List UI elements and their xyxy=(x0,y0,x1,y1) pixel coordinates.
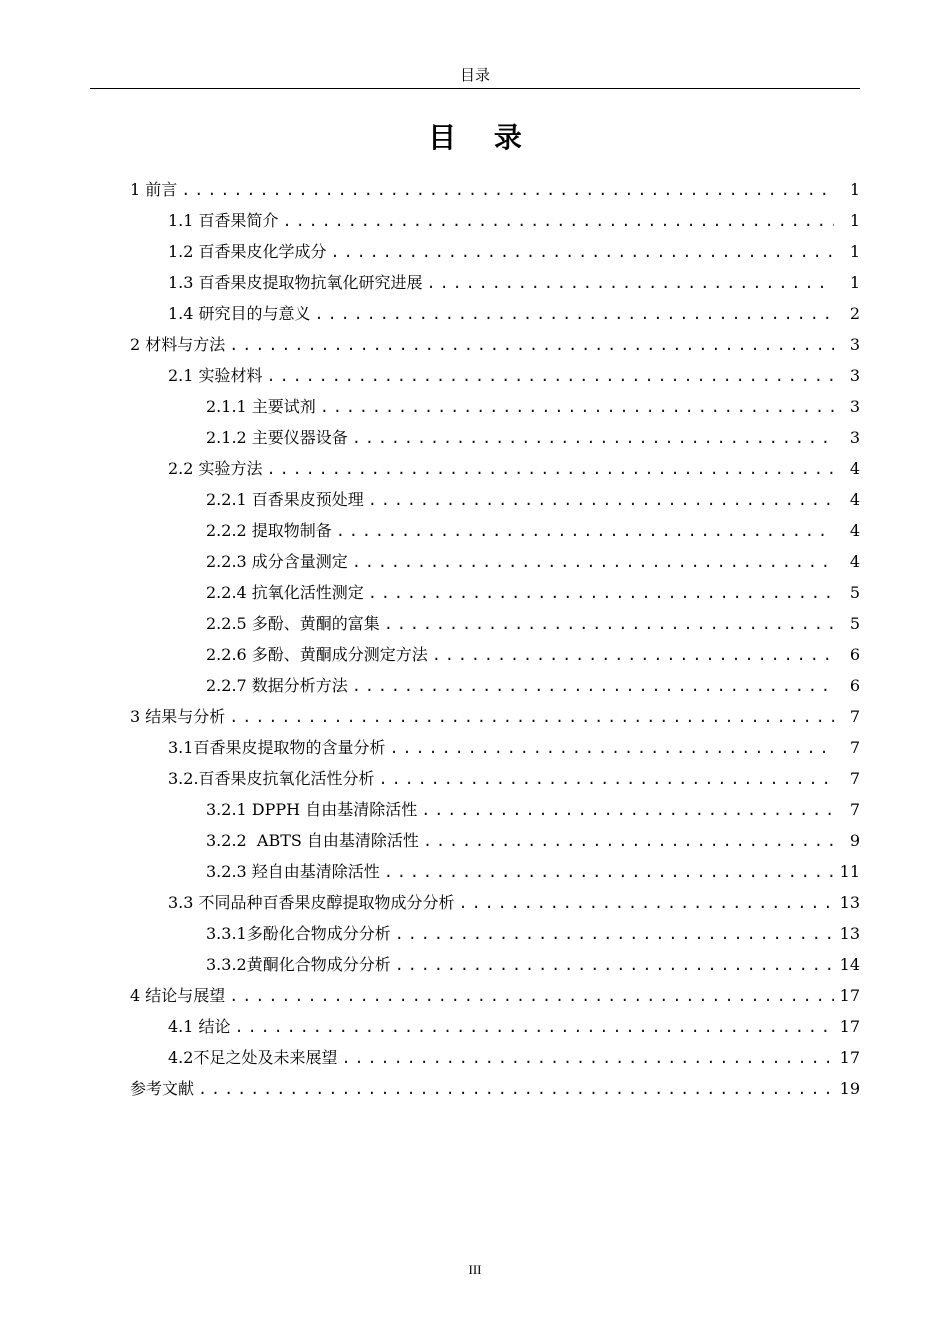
running-header-title: 目录 xyxy=(459,66,490,84)
toc-entry[interactable] xyxy=(168,205,860,236)
toc-entry-title: ABTS 自由基清除活性 xyxy=(256,831,419,850)
toc-entry-page: 3 xyxy=(849,397,860,416)
toc-entry[interactable] xyxy=(206,608,860,639)
toc-dot-leader xyxy=(379,764,834,795)
toc-entry-page: 11 xyxy=(839,862,860,881)
toc-entry-title: 多酚化合物成分分析 xyxy=(246,924,391,943)
toc-entry-number: 2.2.1 xyxy=(206,490,252,509)
toc-entry-number: 2.1.1 xyxy=(206,397,252,416)
toc-title: 目 录 xyxy=(428,121,536,154)
toc-entry[interactable] xyxy=(206,577,860,608)
toc-dot-leader xyxy=(341,1043,833,1074)
toc-dot-leader xyxy=(423,826,834,857)
page-number: III xyxy=(468,1262,482,1277)
toc-entry-title: 百香果简介 xyxy=(198,211,279,230)
toc-entry-page: 17 xyxy=(839,1048,860,1067)
toc-entry[interactable] xyxy=(206,391,860,422)
toc-entry-number: 2.2.3 xyxy=(206,552,252,571)
toc-entry-page: 2 xyxy=(849,304,860,323)
toc-entry[interactable] xyxy=(130,174,860,205)
toc-dot-leader xyxy=(320,392,834,423)
toc-dot-leader xyxy=(229,981,833,1012)
toc-entry-number: 3.3 xyxy=(168,893,199,912)
toc-entry-title: DPPH 自由基清除活性 xyxy=(251,800,418,819)
toc-entry-number: 3.2.1 xyxy=(206,800,252,819)
toc-dot-leader xyxy=(331,237,834,268)
toc-entry-title: 成分含量测定 xyxy=(251,552,348,571)
toc-entry[interactable] xyxy=(168,236,860,267)
toc-entry[interactable] xyxy=(206,856,860,887)
toc-entry-title: 实验方法 xyxy=(198,459,263,478)
toc-entry-page: 5 xyxy=(849,614,860,633)
toc-entry-page: 19 xyxy=(839,1079,860,1098)
toc-entry-number: 2.2.6 xyxy=(206,645,252,664)
toc-dot-leader xyxy=(427,268,834,299)
toc-entry[interactable] xyxy=(168,887,860,918)
toc-entry-title: 结论与展望 xyxy=(145,986,226,1005)
toc-entry[interactable] xyxy=(130,701,860,732)
toc-dot-leader xyxy=(432,640,834,671)
toc-dot-leader xyxy=(198,1074,834,1105)
toc-entry-title: 不足之处及未来展望 xyxy=(193,1048,338,1067)
toc-entry-title: 材料与方法 xyxy=(145,335,226,354)
toc-entry-page: 17 xyxy=(839,1017,860,1036)
toc-entry-number: 3.3.2 xyxy=(206,955,247,974)
toc-entry[interactable] xyxy=(206,515,860,546)
toc-entry-page: 3 xyxy=(849,366,860,385)
toc-dot-leader xyxy=(384,609,834,640)
toc-entry-title: 提取物制备 xyxy=(251,521,332,540)
toc-entry-page: 7 xyxy=(849,800,860,819)
toc-entry-number: 1.1 xyxy=(168,211,199,230)
toc-entry-page: 13 xyxy=(839,893,860,912)
toc-entry-number: 3.2.2 xyxy=(206,831,257,850)
toc-entry-number: 3.3.1 xyxy=(206,924,247,943)
toc-dot-leader xyxy=(229,702,834,733)
toc-entry-title: 研究目的与意义 xyxy=(198,304,311,323)
toc-entry-number: 3.2. xyxy=(168,769,199,788)
toc-dot-leader xyxy=(352,671,834,702)
toc-entry-page: 7 xyxy=(849,738,860,757)
toc-entry-page: 1 xyxy=(849,273,860,292)
toc-entry[interactable] xyxy=(206,484,860,515)
toc-dot-leader xyxy=(384,857,834,888)
toc-entry-page: 17 xyxy=(839,986,860,1005)
toc-entry-page: 14 xyxy=(839,955,860,974)
toc-dot-leader xyxy=(368,485,834,516)
toc-entry[interactable] xyxy=(206,949,860,980)
toc-entry[interactable] xyxy=(168,1011,860,1042)
toc-entry-page: 13 xyxy=(839,924,860,943)
toc-entry-title: 百香果皮化学成分 xyxy=(198,242,327,261)
toc-dot-leader xyxy=(352,423,834,454)
toc-dot-leader xyxy=(235,1012,834,1043)
toc-entry[interactable] xyxy=(206,422,860,453)
toc-dot-leader xyxy=(181,175,834,206)
toc-entry-title: 主要仪器设备 xyxy=(251,428,348,447)
toc-dot-leader xyxy=(336,516,834,547)
toc-entry-page: 4 xyxy=(849,552,860,571)
toc-entry-title: 百香果皮预处理 xyxy=(251,490,364,509)
toc-entry[interactable] xyxy=(168,763,860,794)
toc-entry-page: 6 xyxy=(849,676,860,695)
toc-dot-leader xyxy=(368,578,834,609)
toc-entry-title: 黄酮化合物成分分析 xyxy=(246,955,391,974)
toc-entry-title: 数据分析方法 xyxy=(251,676,348,695)
running-header xyxy=(90,64,860,89)
toc-entry-number: 2.2.2 xyxy=(206,521,252,540)
toc-entry[interactable] xyxy=(168,360,860,391)
toc-entry[interactable] xyxy=(206,546,860,577)
toc-entry-page: 6 xyxy=(849,645,860,664)
toc-dot-leader xyxy=(267,454,834,485)
toc-entry-title: 羟自由基清除活性 xyxy=(251,862,380,881)
toc-entry[interactable] xyxy=(206,794,860,825)
toc-entry[interactable] xyxy=(206,670,860,701)
toc-entry-number: 2.1 xyxy=(168,366,199,385)
toc-entry-title: 多酚、黄酮的富集 xyxy=(251,614,380,633)
toc-entry-number: 3.1 xyxy=(168,738,194,757)
toc-entry-page: 9 xyxy=(849,831,860,850)
toc-entry-title: 抗氧化活性测定 xyxy=(251,583,364,602)
toc-entry-number: 3 xyxy=(130,707,146,726)
toc-dot-leader xyxy=(421,795,834,826)
toc-dot-leader xyxy=(267,361,834,392)
toc-entry[interactable] xyxy=(130,980,860,1011)
toc-entry-title: 百香果皮抗氧化活性分析 xyxy=(198,769,375,788)
toc-entry-number: 2.2 xyxy=(168,459,199,478)
toc-dot-leader xyxy=(283,206,834,237)
toc-dot-leader xyxy=(395,950,834,981)
toc-entry[interactable] xyxy=(168,453,860,484)
toc-entry[interactable] xyxy=(206,639,860,670)
toc-dot-leader xyxy=(395,919,834,950)
toc-entry-title: 百香果皮提取物的含量分析 xyxy=(193,738,386,757)
toc-entry-page: 4 xyxy=(849,459,860,478)
toc-entry[interactable] xyxy=(130,1073,860,1104)
toc-dot-leader xyxy=(352,547,834,578)
toc-entry-title: 结果与分析 xyxy=(145,707,226,726)
toc-entry[interactable] xyxy=(130,329,860,360)
toc-entry-number: 1.2 xyxy=(168,242,199,261)
toc-entry[interactable] xyxy=(168,298,860,329)
toc-entry-page: 1 xyxy=(849,180,860,199)
toc-entry-page: 7 xyxy=(849,707,860,726)
toc-entry-title: 结论 xyxy=(198,1017,231,1036)
toc-entry-title: 主要试剂 xyxy=(251,397,316,416)
toc-entry-number: 4.2 xyxy=(168,1048,194,1067)
toc-entry-page: 1 xyxy=(849,211,860,230)
toc-entry-page: 5 xyxy=(849,583,860,602)
toc-entry-page: 4 xyxy=(849,521,860,540)
toc-entry-number: 2.2.4 xyxy=(206,583,252,602)
toc-entry-page: 7 xyxy=(849,769,860,788)
toc-dot-leader xyxy=(315,299,834,330)
toc-entry-title: 实验材料 xyxy=(198,366,263,385)
toc-dot-leader xyxy=(229,330,834,361)
toc-entry[interactable] xyxy=(168,267,860,298)
toc-entry-page: 3 xyxy=(849,428,860,447)
toc-entry-number: 2 xyxy=(130,335,146,354)
toc-entry[interactable] xyxy=(206,918,860,949)
toc-entry-number: 4.1 xyxy=(168,1017,199,1036)
toc-entry-number: 3.2.3 xyxy=(206,862,252,881)
toc-entry[interactable] xyxy=(168,1042,860,1073)
toc-dot-leader xyxy=(459,888,834,919)
toc-entry-number: 2.2.7 xyxy=(206,676,252,695)
toc-dot-leader xyxy=(389,733,834,764)
toc-entry-title: 前言 xyxy=(145,180,178,199)
toc-entry[interactable] xyxy=(206,825,860,856)
toc-entry-title: 多酚、黄酮成分测定方法 xyxy=(251,645,428,664)
toc-entry-number: 2.2.5 xyxy=(206,614,252,633)
toc-entry-page: 4 xyxy=(849,490,860,509)
toc-entry-title: 参考文献 xyxy=(130,1079,195,1098)
toc-entry-title: 百香果皮提取物抗氧化研究进展 xyxy=(198,273,423,292)
toc-entry-page: 1 xyxy=(849,242,860,261)
toc-entry[interactable] xyxy=(168,732,860,763)
toc-entry-title: 不同品种百香果皮醇提取物成分分析 xyxy=(198,893,455,912)
toc-entry-number: 1 xyxy=(130,180,146,199)
toc-entry-number: 4 xyxy=(130,986,146,1005)
toc-entry-number: 1.4 xyxy=(168,304,199,323)
toc-entry-page: 3 xyxy=(849,335,860,354)
toc-entry-number: 2.1.2 xyxy=(206,428,252,447)
toc-entry-number: 1.3 xyxy=(168,273,199,292)
